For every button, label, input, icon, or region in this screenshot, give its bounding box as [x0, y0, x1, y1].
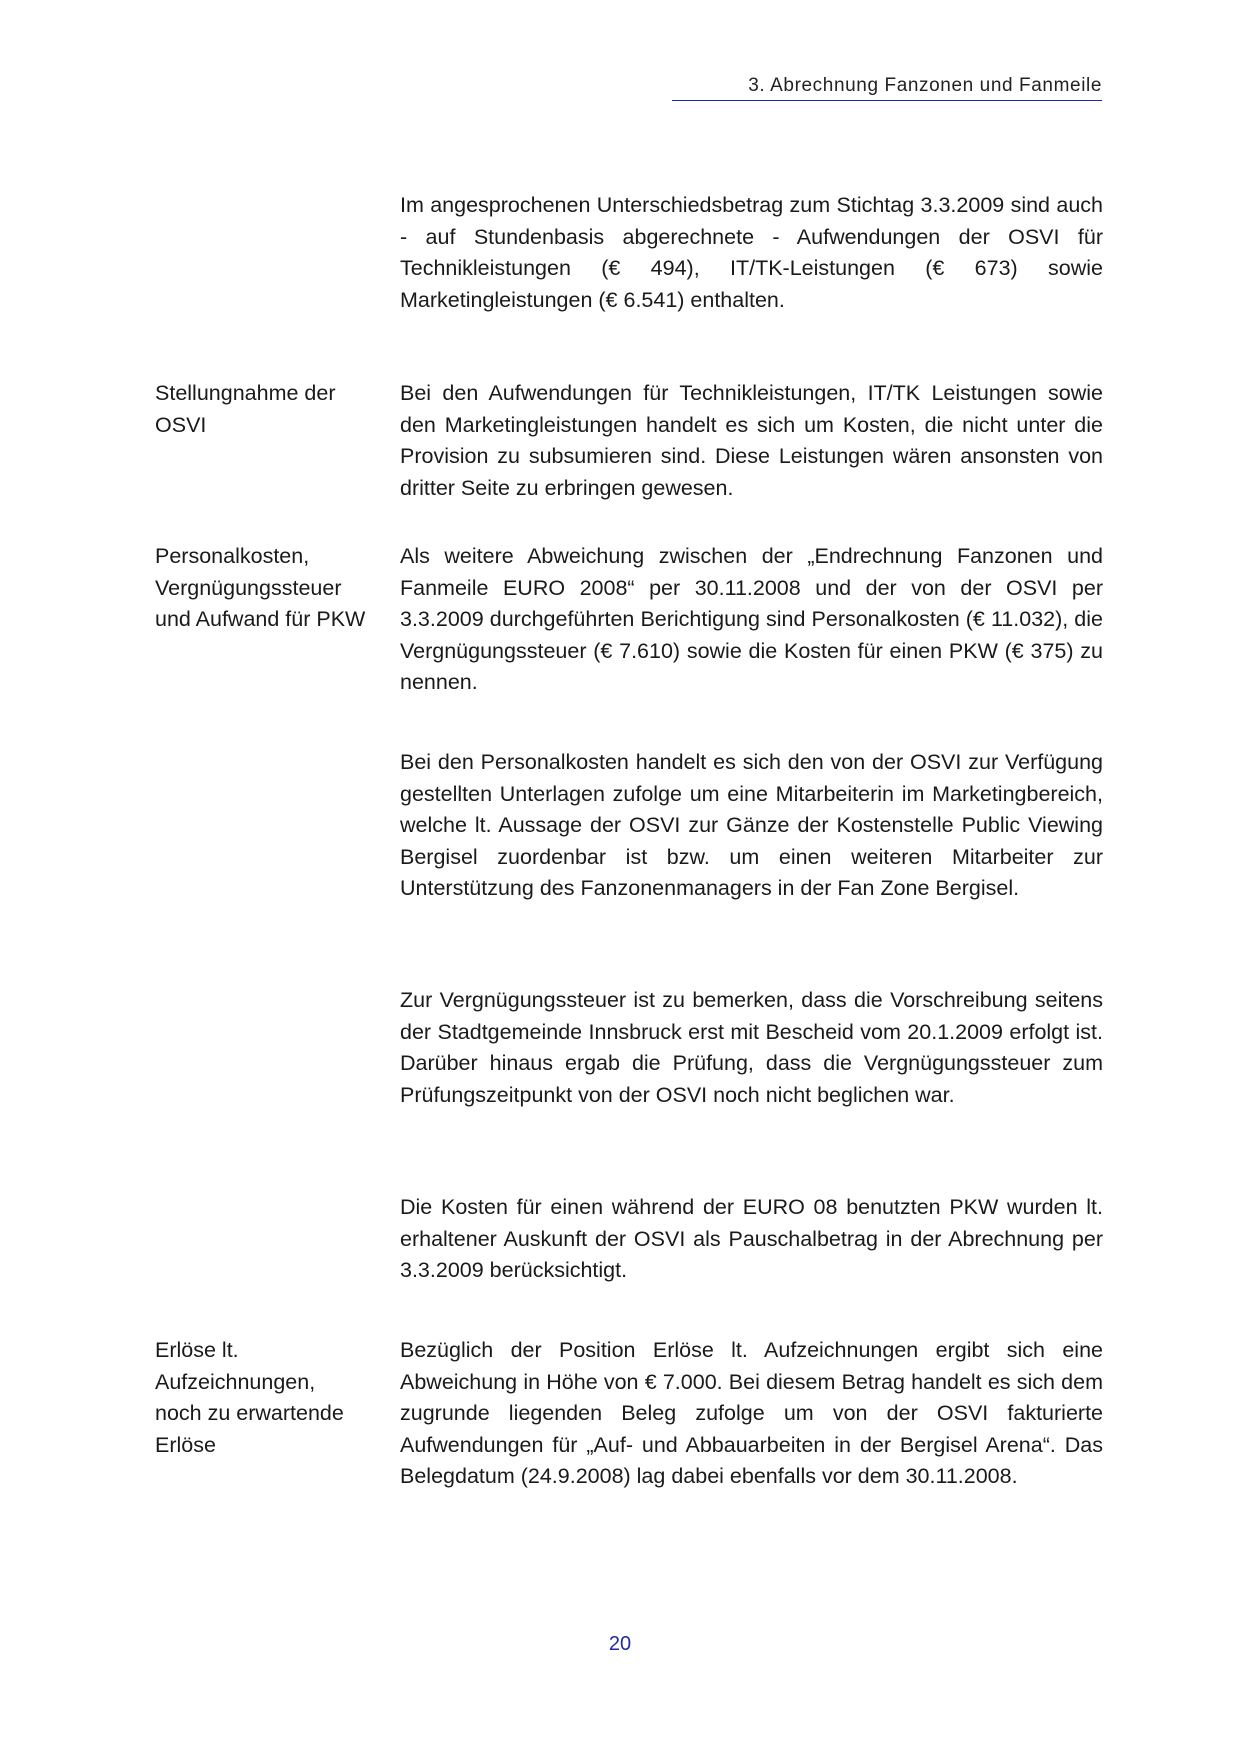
margin-label-line: Vergnügungssteuer: [155, 575, 342, 600]
paragraph-unterschiedsbetrag: Im angesprochenen Unterschiedsbetrag zum Stichtag 3.3.2009 sind auch - auf Stundenbasis abgerechnete - Aufwendungen der OSVI für Technikleistungen (€ 494), IT/TK-Leistungen (€ 673) sowie Marketingleistungen (€ 6.541) enthalten.: [400, 193, 1103, 312]
margin-label-line: Erlöse: [155, 1432, 216, 1457]
margin-label-personalkosten: [155, 541, 395, 636]
margin-label-line: Stellungnahme der: [155, 381, 336, 405]
margin-label-line: Erlöse lt.: [155, 1338, 239, 1362]
header-rule: [672, 100, 1102, 101]
margin-label-line: OSVI: [155, 412, 207, 437]
paragraph-vergnuegungssteuer: Zur Vergnügungssteuer ist zu bemerken, dass die Vorschreibung seitens der Stadtgemeinde Innsbruck erst mit Bescheid vom 20.1.2009 erfolgt ist. Darüber hinaus ergab die Prüfung, dass die Vergnügungssteuer zum Prüfungszeitpunkt von der OSVI noch nicht beglichen war.: [400, 988, 1103, 1107]
paragraph-abweichung: Als weitere Abweichung zwischen der „Endrechnung Fanzonen und Fanmeile EURO 2008“ per 30.11.2008 und der von der OSVI per 3.3.2009 durchgeführten Berichtigung sind Personalkosten (€ 11.032), die Vergnügungssteuer (€ 7.610) sowie die Kosten für einen PKW (€ 375) zu nennen.: [400, 544, 1103, 694]
page-number: 20: [608, 1633, 632, 1655]
margin-label-erloese: [155, 1335, 395, 1461]
paragraph-stellungnahme: Bei den Aufwendungen für Technikleistungen, IT/TK Leistungen sowie den Marketingleistungen handelt es sich um Kosten, die nicht unter die Provision zu subsumieren sind. Diese Leistungen wären ansonsten von dritter Seite zu erbringen gewesen.: [400, 381, 1103, 500]
paragraph-pkw: Die Kosten für einen während der EURO 08 benutzten PKW wurden lt. erhaltener Auskunft der OSVI als Pauschalbetrag in der Abrechnung per 3.3.2009 berücksichtigt.: [400, 1195, 1103, 1282]
margin-label-line: und Aufwand für PKW: [155, 607, 366, 631]
margin-label-line: noch zu erwartende: [155, 1401, 344, 1425]
margin-label-line: Aufzeichnungen,: [155, 1369, 316, 1394]
running-header: 3. Abrechnung Fanzonen und Fanmeile: [748, 75, 1102, 96]
margin-label-line: Personalkosten,: [155, 544, 310, 568]
paragraph-erloese: Bezüglich der Position Erlöse lt. Aufzeichnungen ergibt sich eine Abweichung in Höhe von € 7.000. Bei diesem Betrag handelt es sich dem zugrunde liegenden Beleg zufolge um von der OSVI fakturierte Aufwendungen für „Auf- und Abbauarbeiten in der Bergisel Arena“. Das Belegdatum (24.9.2008) lag dabei ebenfalls vor dem 30.11.2008.: [400, 1338, 1103, 1488]
margin-label-stellungnahme: [155, 378, 395, 441]
paragraph-personalkosten: Bei den Personalkosten handelt es sich den von der OSVI zur Verfügung gestellten Unterlagen zufolge um eine Mitarbeiterin im Marketingbereich, welche lt. Aussage der OSVI zur Gänze der Kostenstelle Public Viewing Bergisel zuordenbar ist bzw. um einen weiteren Mitarbeiter zur Unterstützung des Fanzonenmanagers in der Fan Zone Bergisel.: [400, 750, 1103, 900]
